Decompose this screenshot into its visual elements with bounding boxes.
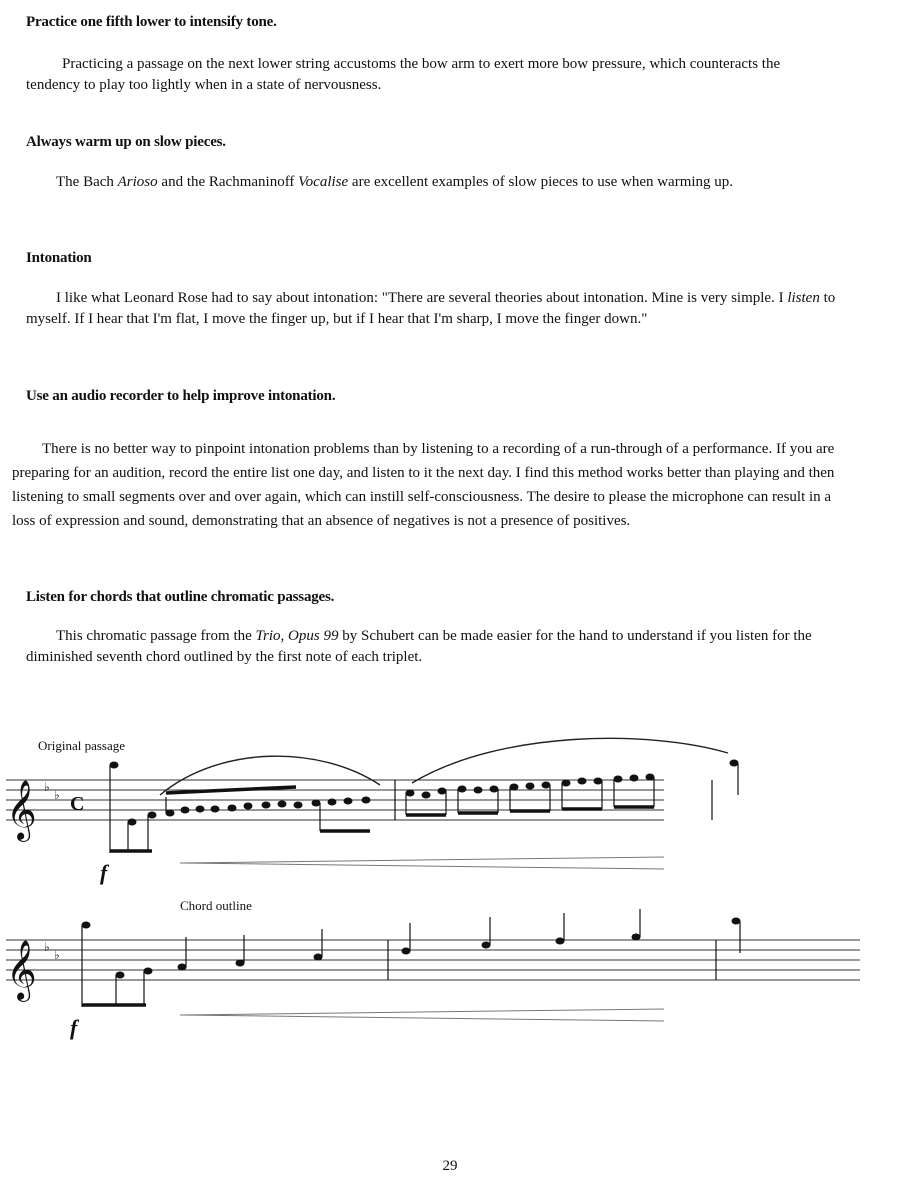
dynamic-forte: f: [70, 1015, 78, 1040]
flat-icon: ♭: [44, 940, 50, 954]
treble-clef-icon: 𝄞: [6, 780, 37, 840]
flat-icon: ♭: [54, 948, 60, 962]
heading-warm-up: Always warm up on slow pieces.: [26, 134, 226, 150]
label-original-passage: Original passage: [38, 738, 126, 753]
staff-original-passage: [0, 735, 900, 885]
heading-fifth-lower: Practice one fifth lower to intensify tone.: [26, 14, 277, 30]
heading-audio-recorder: Use an audio recorder to help improve intonation.: [26, 388, 336, 404]
page-number: 29: [442, 1158, 458, 1174]
treble-clef-icon: 𝄞: [6, 940, 37, 1000]
paragraph-audio-recorder: There is no better way to pinpoint intonation problems than by listening to a recording of a run-through of a performance. If you are preparing for an audition, record the entire list one day, and listen to it the next day. I find this method works better than playing and then listening to small segments over and over again, which can instill self-consciousness. The desire to please the microphone can result in a loss of expression and sound, demonstrating that an absence of negatives is not a presence of positives.: [12, 441, 835, 529]
paragraph-chromatic-chords: This chromatic passage from the Trio, Opus 99 by Schubert can be made easier for the hand to understand if you listen for the diminished seventh chord outlined by the first note of each triplet.: [26, 628, 812, 665]
note-run-1: [166, 787, 371, 831]
flat-icon: ♭: [54, 788, 60, 802]
heading-chromatic-chords: Listen for chords that outline chromatic passages.: [26, 589, 335, 605]
paragraph-intonation: I like what Leonard Rose had to say about intonation: "There are several theories about intonation. Mine is very simple. I listen to myself. If I hear that I'm flat, I move the finger up, but if I hear that I'm sharp, I move the finger down.": [26, 290, 836, 327]
paragraph-fifth-lower: Practicing a passage on the next lower string accustoms the bow arm to exert more bow pressure, which counteracts the tendency to play too lightly when in a state of nervousness.: [26, 56, 781, 93]
heading-intonation: Intonation: [26, 250, 92, 266]
label-chord-outline: Chord outline: [180, 898, 252, 913]
dynamic-forte: f: [100, 860, 108, 885]
staff-chord-outline: [0, 895, 900, 1045]
time-signature: C: [70, 793, 85, 815]
staff-lines: [6, 940, 860, 980]
flat-icon: ♭: [44, 780, 50, 794]
paragraph-warm-up: The Bach Arioso and the Rachmaninoff Vocalise are excellent examples of slow pieces to use when warming up.: [56, 174, 734, 190]
